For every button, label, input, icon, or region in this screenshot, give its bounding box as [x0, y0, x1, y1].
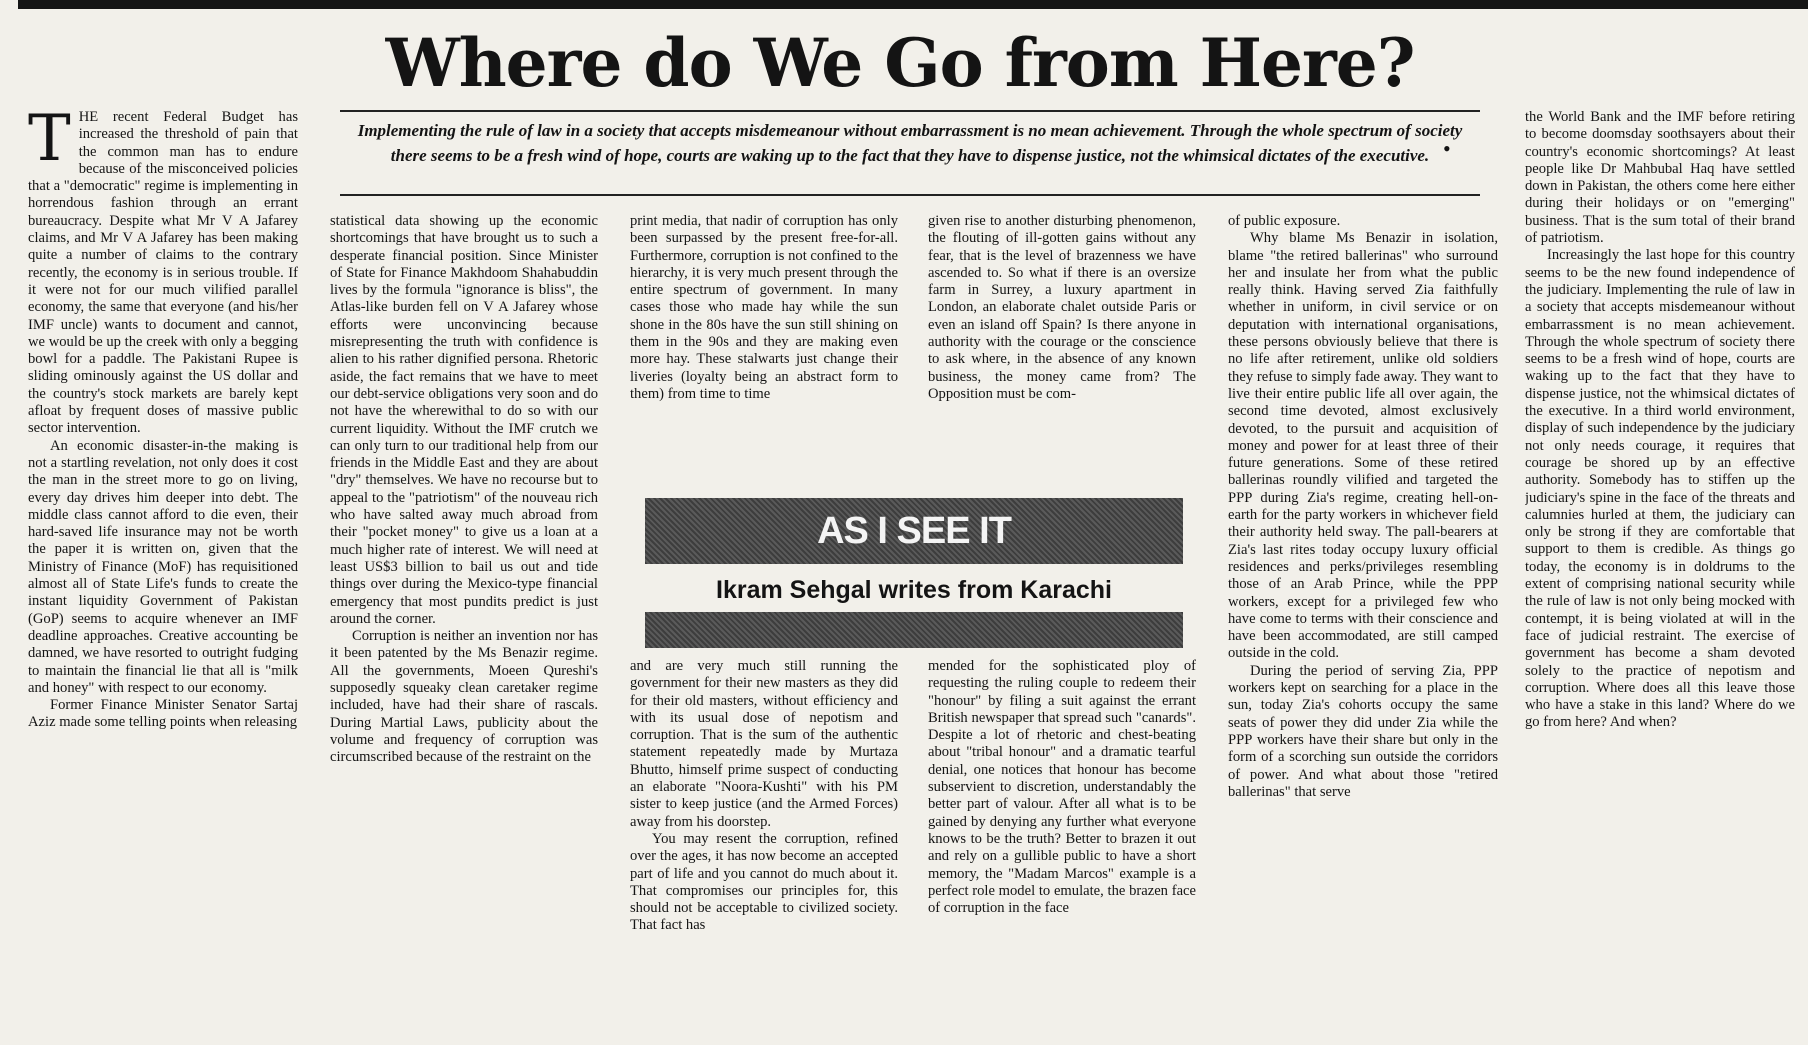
paragraph: During the period of serving Zia, PPP workers kept on searching for a place in the sun, today Zia's cohorts occupy the same seats of power they did under Zia while the PPP workers have their share but only in the form of a scorching sun outside the corridors of power. And what about those "retired ballerinas" that serve	[1228, 662, 1498, 800]
article-column-2	[330, 213, 598, 1043]
paragraph: statistical data showing up the economic shortcomings that have brought us to such a desperate financial position. Since Minister of State for Finance Makhdoom Shahabuddin lives by the formula "ignorance is bliss", the Atlas-like burden fell on V A Jafarey whose efforts were unconvincing because misrepresenting the truth with confidence is alien to his rather dignified persona. Rhetoric aside, the fact remains that we have to meet our debt-service obligations very soon and do not have the wherewithal to do so with our current liquidity. Without the IMF crutch we can only turn to our traditional help from our friends in the Middle East and they are about "dry" themselves. We have no recourse but to appeal to the "patriotism" of the nouveau rich who have salted away much abroad from their "pocket money" to give us a loan at a much higher rate of interest. We will need at least US$3 billion to bail us out and tide things over during the Mexico-type financial emergency that most pundits predict is just around the corner.	[330, 213, 598, 627]
paragraph: of public exposure.	[1228, 213, 1341, 229]
paragraph: You may resent the corruption, refined over the ages, it has now become an accepted part of life and you cannot do much about it. That compromises our principles for, this should not be acceptable to civilized society. That fact has	[630, 830, 898, 934]
paragraph: and are very much still running the government for their new masters as they did for their old masters, without efficiency and with its usual dose of nepotism and corruption. That is the sum of the authentic statement repeatedly made by Murtaza Bhutto, himself prime suspect of conducting an elaborate "Noora-Kushti" with his PM sister to keep justice (and the Armed Forces) away from his doorstep.	[630, 658, 898, 830]
drop-cap: T	[28, 109, 71, 176]
byline: Ikram Sehgal writes from Karachi	[716, 576, 1112, 604]
banner-bottom-bar	[645, 612, 1183, 648]
paragraph: print media, that nadir of corruption has only been surpassed by the present free-for-all. Furthermore, corruption is not confined to the hierarchy, it is very much present through the entire spectrum of government. In many cases those who made hay while the sun shone in the 80s have the sun still shining on them in the 90s and they are making even more hay. These stalwarts just change their liveries (loyalty being an abstract form to them) from time to time	[630, 213, 898, 402]
article-column-3-bottom	[630, 658, 898, 1043]
paragraph: the World Bank and the IMF before retiring to become doomsday soothsayers about their country's economic shortcomings? At least people like Dr Mahbubal Haq have settled down in Pakistan, the others come here either during their holidays or on "emerging" business. That is the sum total of their brand of patriotism.	[1525, 109, 1795, 247]
article-column-5	[1228, 213, 1498, 1043]
top-rule	[18, 0, 1808, 9]
standfirst-deck: Implementing the rule of law in a society that accepts misdemeanour without embarrassment is no mean achievement. Through the whole spectrum of society there seems to be a fresh wind of hope, courts are waking up to the fact that they have to dispense justice, not the whimsical dictates of the executive.	[340, 110, 1480, 196]
paragraph: HE recent Federal Budget has increased the threshold of pain that the common man has to endure because of the misconceived policies that a "democratic" regime is implementing in horrendous fashion through an errant bureaucracy. Despite what Mr V A Jafarey claims, and Mr V A Jafarey has been making quite a number of claims to the contrary recently, the economy is in serious trouble. If it were not for our much vilified parallel economy, the same that everyone (and his/her IMF uncle) wants to document and cannot, we would be up the creek with only a begging bowl for a paddle. The Pakistani Rupee is sliding ominously against the US dollar and the country's stock markets are barely kept afloat by frequent doses of massive public sector intervention.	[28, 109, 298, 437]
article-column-3-top	[630, 213, 898, 485]
deck-bullet: •	[1443, 136, 1451, 161]
page-title: Where do We Go from Here?	[385, 24, 1415, 102]
paragraph: given rise to another disturbing phenomenon, the flouting of ill-gotten gains without any fear, that is the level of brazenness we have ascended to. So what if there is an oversize farm in Surrey, a luxury apartment in London, an elaborate chalet outside Paris or even an island off Spain? Is there anyone in authority with the courage or the conscience to ask where, in the absence of any known business, the money came from? The Opposition must be com-	[928, 213, 1196, 402]
article-column-4-top	[928, 213, 1196, 485]
column-banner	[645, 498, 1183, 648]
paragraph: Increasingly the last hope for this country seems to be the new found independence of the judiciary. Implementing the rule of law in a society that accepts misdemeanour without embarrassment is no mean achievement. Through the whole spectrum of society there seems to be a fresh wind of hope, courts are waking up to the fact that they have to dispense justice, not the whimsical dictates of the executive. In a third world environment, display of such independence by the judiciary not only needs courage, it requires that courage be shored up by an effective authority. Somebody has to stiffen up the judiciary's spine in the face of the threats and calumnies hurled at them, the judiciary can only be strong if they are comfortable that support to them is credible. As things go today, the economy is in doldrums to the extent of comprising national security while the rule of law is not only being mocked with contempt, it is being violated at will in the face of judicial restraint. The exercise of government has become a sham devoted solely to the practice of nepotism and corruption. Where does all this leave those who have a stake in this land? Where do we go from here? And when?	[1525, 247, 1795, 731]
paragraph: An economic disaster-in-the making is not a startling revelation, not only does it cost the man in the street more to go on living, every day drives him deeper into debt. The middle class cannot afford to die even, their hard-saved life insurance may not be worth the paper it is written on, given that the Ministry of Finance (MoF) has requisitioned almost all of State Life's funds to create the instant liquidity Government of Pakistan (GoP) seems to acquire whenever an IMF deadline approaches. Creative accounting be damned, we have resorted to outright fudging to maintain the financial lie that all is "milk and honey" with respect to our economy.	[28, 437, 298, 696]
article-column-6	[1525, 109, 1795, 1043]
article-column-1	[28, 109, 298, 1043]
paragraph: Why blame Ms Benazir in isolation, blame "the retired ballerinas" who surround her and insulate her from what the public really think. Having served Zia faithfully whether in uniform, in civil service or on deputation with international organisations, these persons obviously believe that there is no life after retirement, unlike old soldiers they refuse to simply fade away. They want to live their entire public life all over again, the second time devoted, almost exclusively devoted, to the pursuit and acquisition of money and power for at least three of their future generations. Some of these retired ballerinas roundly vilified and targeted the PPP during Zia's regime, creating hell-on-earth for the party workers in whichever field their authority held sway. The pall-bearers at Zia's last rites today occupy luxury official residences and perks/privileges resembling those of an Arab Prince, while the PPP workers, except for a privileged few who have come to terms with their conscience and have been accommodated, are still camped outside in the cold.	[1228, 230, 1498, 662]
paragraph: mended for the sophisticated ploy of requesting the ruling couple to redeem their "honour" by filing a suit against the errant British newspaper that spread such "canards". Despite a lot of rhetoric and chest-beating about "tribal honour" and a dramatic tearful denial, one notices that honour has become subservient to discretion, understandably the better part of valour. After all what is to be gained by denying any further what everyone knows to be the truth? Better to brazen it out and rely on a gullible public to have a short memory, the "Madam Marcos" example is a perfect role model to emulate, the brazen face of corruption in the face	[928, 658, 1196, 917]
paragraph: Corruption is neither an invention nor has it been patented by the Ms Benazir regime. All the governments, Moeen Qureshi's supposedly squeaky clean caretaker regime included, have had their share of rascals. During Martial Laws, publicity about the volume and frequency of corruption was circumscribed because of the restraint on the	[330, 628, 598, 766]
banner-title: AS I SEE IT	[817, 510, 1011, 552]
paragraph: Former Finance Minister Senator Sartaj Aziz made some telling points when releasing	[28, 697, 298, 731]
article-column-4-bottom	[928, 658, 1196, 1043]
banner-title-bar	[645, 498, 1183, 564]
